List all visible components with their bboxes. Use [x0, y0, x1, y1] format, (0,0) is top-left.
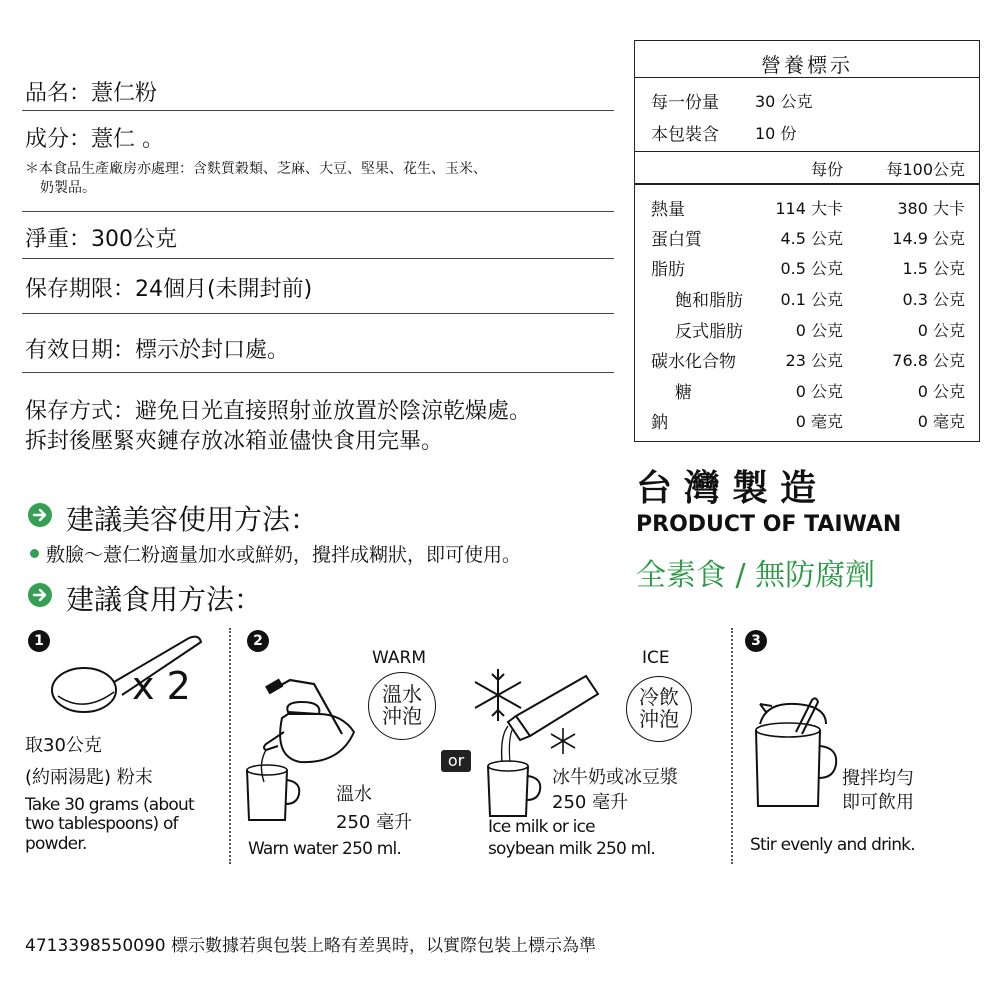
nutrient-per-serving: 0.1 公克: [780, 290, 843, 309]
shelf-life: 保存期限：24個月(未開封前): [25, 277, 313, 302]
storage-line2: 拆封後壓緊夾鏈存放冰箱並儘快食用完畢。: [25, 429, 444, 454]
ice-milk-en-line1: Ice milk or ice: [488, 817, 595, 837]
product-of-taiwan: PRODUCT OF TAIWAN: [636, 512, 902, 537]
nutrient-label: 脂肪: [651, 260, 685, 280]
nutrition-title: 營養標示: [761, 53, 853, 77]
nutrient-per-100g: 0 毫克: [917, 412, 965, 431]
serving-size-label: 每一份量: [651, 93, 719, 113]
expiry-date: 有效日期：標示於封口處。: [25, 338, 290, 363]
nutrient-label: 飽和脂肪: [675, 291, 743, 311]
table-rule: [635, 151, 979, 152]
nutrition-table: [634, 40, 980, 442]
divider: [22, 258, 614, 259]
net-weight: 淨重：300公克: [25, 227, 177, 252]
col-per-100g-header: 每100公克: [886, 160, 965, 179]
stir-zh-line2: 即可飲用: [842, 792, 914, 813]
serving-size-value: 30 公克: [755, 92, 813, 111]
dotted-separator: [229, 628, 231, 864]
nutrient-per-serving: 0 公克: [795, 382, 843, 401]
divider: [22, 110, 614, 111]
stir-zh-line1: 攪拌均勻: [842, 768, 914, 789]
eating-usage-heading: 建議食用方法：: [66, 583, 263, 616]
step1-en-line2: two tablespoons) of: [25, 814, 178, 834]
warm-badge-line2: 沖泡: [382, 704, 422, 728]
step1-en-line1: Take 30 grams (about: [25, 795, 194, 815]
nutrient-per-100g: 380 大卡: [897, 199, 965, 218]
beauty-usage-heading: 建議美容使用方法：: [66, 503, 319, 536]
bullet-dot: [30, 549, 39, 558]
vegan-no-preservatives: 全素食 / 無防腐劑: [636, 558, 876, 593]
step-number: 2: [247, 630, 269, 652]
spoon-multiplier: x 2: [132, 664, 191, 708]
beauty-usage-text: 敷臉～薏仁粉適量加水或鮮奶，攪拌成糊狀，即可使用。: [46, 544, 522, 566]
step1-en-line3: powder.: [25, 834, 87, 854]
warm-brew-badge: [368, 672, 436, 740]
product-name: 品名：薏仁粉: [25, 81, 158, 106]
warm-water-en: Warn water 250 ml.: [248, 839, 401, 859]
nutrient-label: 熱量: [651, 200, 685, 220]
nutrient-per-100g: 0 公克: [917, 382, 965, 401]
stirring-mug-icon: [746, 694, 846, 824]
step1-zh-line2: (約兩湯匙) 粉末: [25, 767, 153, 788]
cold-badge-line1: 冷飲: [639, 685, 679, 709]
dotted-separator: [731, 628, 733, 864]
nutrient-per-100g: 14.9 公克: [892, 229, 965, 248]
warm-water-zh-line1: 溫水: [336, 784, 372, 805]
storage-line1: 保存方式：避免日光直接照射並放置於陰涼乾燥處。: [25, 399, 532, 424]
ice-milk-zh-line1: 冰牛奶或冰豆漿: [552, 767, 678, 788]
nutrient-per-serving: 0.5 公克: [780, 259, 843, 278]
mug-icon: [243, 760, 303, 830]
col-per-serving-header: 每份: [810, 160, 843, 179]
allergen-note-line1: ＊本食品生產廠房亦處理：含麩質穀類、芝麻、大豆、堅果、花生、玉米、: [25, 161, 487, 177]
divider: [22, 372, 614, 373]
warm-water-zh-line2: 250 毫升: [336, 812, 413, 833]
table-rule: [635, 183, 979, 185]
small-snowflake-icon: [548, 726, 578, 756]
or-badge: or: [441, 750, 471, 772]
nutrient-per-100g: 0 公克: [917, 321, 965, 340]
divider: [22, 211, 614, 212]
servings-label: 本包裝含: [651, 125, 719, 145]
nutrient-label: 碳水化合物: [651, 352, 736, 372]
nutrient-per-serving: 4.5 公克: [780, 229, 843, 248]
warm-badge-line1: 溫水: [382, 682, 422, 706]
step-number: 3: [745, 630, 767, 652]
mug-icon: [484, 756, 544, 826]
cold-brew-badge: [626, 676, 692, 742]
nutrient-per-100g: 0.3 公克: [902, 290, 965, 309]
warm-label: WARM: [372, 648, 426, 668]
cold-badge-line2: 沖泡: [639, 707, 679, 731]
ice-milk-zh-line2: 250 毫升: [552, 792, 629, 813]
divider: [22, 313, 614, 314]
made-in-taiwan: 台灣製造: [636, 468, 829, 509]
nutrient-label: 反式脂肪: [675, 322, 743, 342]
nutrient-per-serving: 114 大卡: [775, 199, 843, 218]
table-rule: [635, 77, 979, 78]
step-number: 1: [28, 630, 50, 652]
nutrient-per-serving: 23 公克: [785, 351, 843, 370]
barcode-disclaimer: 4713398550090 標示數據若與包裝上略有差異時，以實際包裝上標示為準: [25, 936, 597, 956]
nutrient-label: 蛋白質: [651, 230, 702, 250]
servings-value: 10 份: [755, 124, 797, 143]
nutrient-label: 鈉: [651, 413, 668, 433]
step1-zh-line1: 取30公克: [25, 735, 102, 756]
arrow-right-icon: [28, 503, 52, 527]
nutrient-label: 糖: [675, 383, 692, 403]
ice-label: ICE: [642, 648, 670, 668]
nutrient-per-serving: 0 公克: [795, 321, 843, 340]
arrow-right-icon: [28, 583, 52, 607]
ice-milk-en-line2: soybean milk 250 ml.: [488, 839, 655, 859]
nutrient-per-serving: 0 毫克: [795, 412, 843, 431]
ingredients: 成分：薏仁 。: [25, 127, 164, 152]
nutrient-per-100g: 76.8 公克: [892, 351, 965, 370]
nutrient-per-100g: 1.5 公克: [902, 259, 965, 278]
allergen-note-line2: 奶製品。: [40, 180, 96, 196]
stir-en: Stir evenly and drink.: [750, 835, 915, 855]
